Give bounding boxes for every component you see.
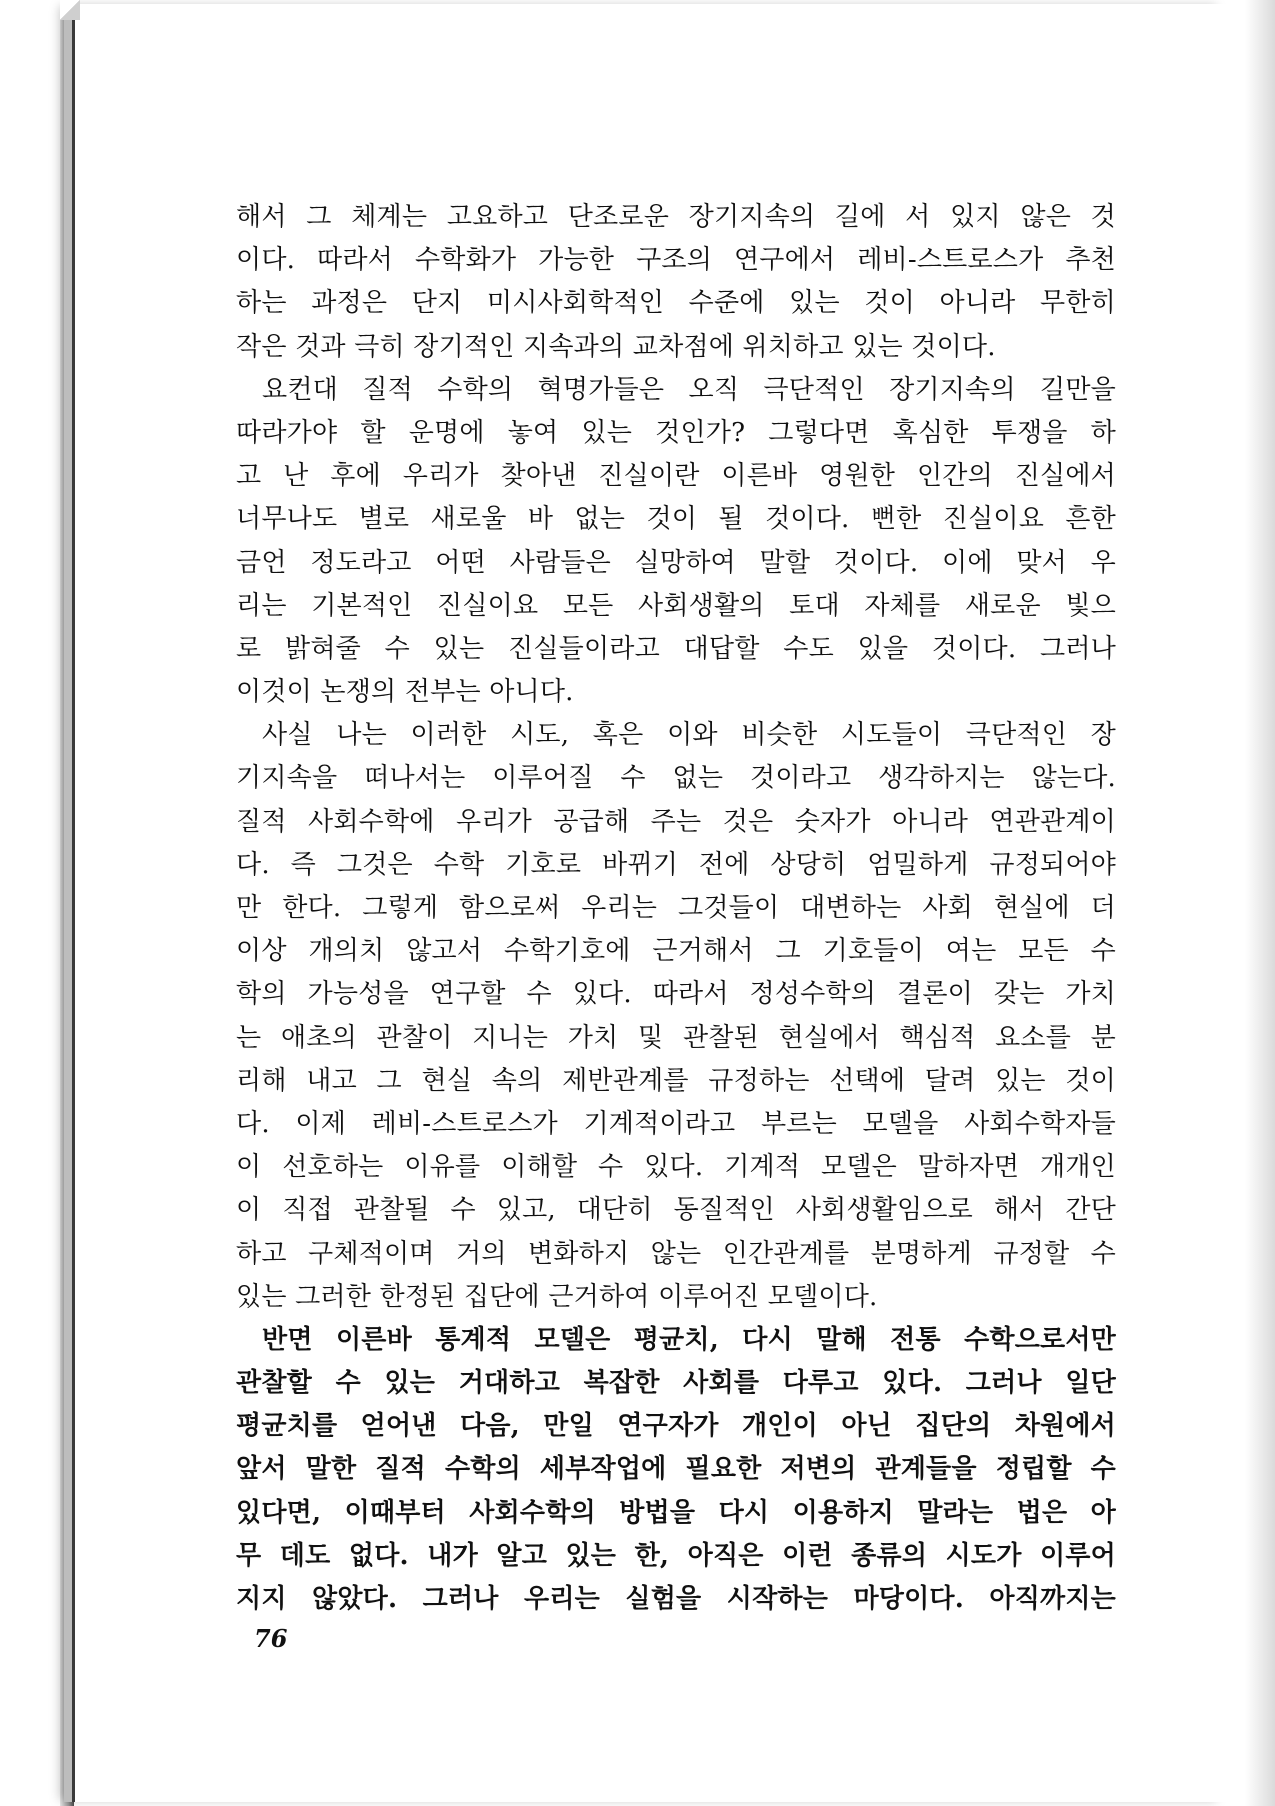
page-number: 76 bbox=[254, 1624, 288, 1653]
text-line: 앞서 말한 질적 수학의 세부작업에 필요한 저변의 관계들을 정립할 수 bbox=[236, 1454, 1116, 1485]
text-line: 고 난 후에 우리가 찾아낸 진실이란 이른바 영원한 인간의 진실에서 bbox=[236, 461, 1116, 492]
paragraph-start: 요컨대 질적 수학의 혁명가들은 오직 극단적인 장기지속의 길만을 bbox=[262, 374, 1116, 405]
text-line: 이다. 따라서 수학화가 가능한 구조의 연구에서 레비-스트로스가 추천 bbox=[236, 245, 1116, 276]
text-line: 리해 내고 그 현실 속의 제반관계를 규정하는 선택에 달려 있는 것이 bbox=[236, 1065, 1116, 1096]
paragraph-start: 사실 나는 이러한 시도, 혹은 이와 비슷한 시도들이 극단적인 장 bbox=[262, 720, 1116, 751]
text-line: 하고 구체적이며 거의 변화하지 않는 인간관계를 분명하게 규정할 수 bbox=[236, 1238, 1116, 1269]
text-line: 기지속을 떠나서는 이루어질 수 없는 것이라고 생각하지는 않는다. bbox=[236, 763, 1116, 794]
text-line: 너무나도 별로 새로울 바 없는 것이 될 것이다. 뻔한 진실이요 흔한 bbox=[236, 504, 1116, 535]
page-corner bbox=[60, 0, 80, 20]
text-line: 무 데도 없다. 내가 알고 있는 한, 아직은 이런 종류의 시도가 이루어 bbox=[236, 1540, 1116, 1571]
text-line: 이상 개의치 않고서 수학기호에 근거해서 그 기호들이 여는 모든 수 bbox=[236, 936, 1116, 967]
text-line: 학의 가능성을 연구할 수 있다. 따라서 정성수학의 결론이 갖는 가치 bbox=[236, 979, 1116, 1010]
text-line: 로 밝혀줄 수 있는 진실들이라고 대답할 수도 있을 것이다. 그러나 bbox=[236, 633, 1116, 664]
text-line: 있다면, 이때부터 사회수학의 방법을 다시 이용하지 말라는 법은 아 bbox=[236, 1497, 1116, 1528]
text-line: 는 애초의 관찰이 지니는 가치 및 관찰된 현실에서 핵심적 요소를 분 bbox=[236, 1022, 1116, 1053]
text-line: 관찰할 수 있는 거대하고 복잡한 사회를 다루고 있다. 그러나 일단 bbox=[236, 1368, 1116, 1399]
text-line: 금언 정도라고 어떤 사람들은 실망하여 말할 것이다. 이에 맞서 우 bbox=[236, 547, 1116, 578]
text-line: 만 한다. 그렇게 함으로써 우리는 그것들이 대변하는 사회 현실에 더 bbox=[236, 893, 1116, 923]
text-line: 다. 즉 그것은 수학 기호로 바뀌기 전에 상당히 엄밀하게 규정되어야 bbox=[236, 849, 1116, 880]
text-line: 다. 이제 레비-스트로스가 기계적이라고 부르는 모델을 사회수학자들 bbox=[236, 1108, 1116, 1139]
text-line: 이 선호하는 이유를 이해할 수 있다. 기계적 모델은 말하자면 개개인 bbox=[236, 1152, 1116, 1183]
text-line: 리는 기본적인 진실이요 모든 사회생활의 토대 자체를 새로운 빛으 bbox=[236, 590, 1116, 621]
text-line: 이것이 논쟁의 전부는 아니다. bbox=[236, 677, 574, 708]
text-line: 있는 그러한 한정된 집단에 근거하여 이루어진 모델이다. bbox=[236, 1281, 878, 1312]
body-text bbox=[236, 196, 1116, 1621]
text-line: 지지 않았다. 그러나 우리는 실험을 시작하는 마당이다. 아직까지는 bbox=[236, 1584, 1116, 1614]
text-line: 이 직접 관찰될 수 있고, 대단히 동질적인 사회생활임으로 해서 간단 bbox=[236, 1195, 1116, 1226]
text-line: 해서 그 체계는 고요하고 단조로운 장기지속의 길에 서 있지 않은 것 bbox=[236, 202, 1116, 232]
paragraph-start: 반면 이른바 통계적 모델은 평균치, 다시 말해 전통 수학으로서만 bbox=[262, 1324, 1116, 1355]
text-line: 평균치를 얻어낸 다음, 만일 연구자가 개인이 아닌 집단의 차원에서 bbox=[236, 1411, 1116, 1442]
page-edge-shadow bbox=[1245, 0, 1275, 1806]
text-line: 질적 사회수학에 우리가 공급해 주는 것은 숫자가 아니라 연관관계이 bbox=[236, 806, 1116, 837]
text-line: 하는 과정은 단지 미시사회학적인 수준에 있는 것이 아니라 무한히 bbox=[236, 288, 1116, 319]
text-line: 따라가야 할 운명에 놓여 있는 것인가? 그렇다면 혹심한 투쟁을 하 bbox=[236, 417, 1116, 448]
text-line: 작은 것과 극히 장기적인 지속과의 교차점에 위치하고 있는 것이다. bbox=[236, 331, 996, 362]
